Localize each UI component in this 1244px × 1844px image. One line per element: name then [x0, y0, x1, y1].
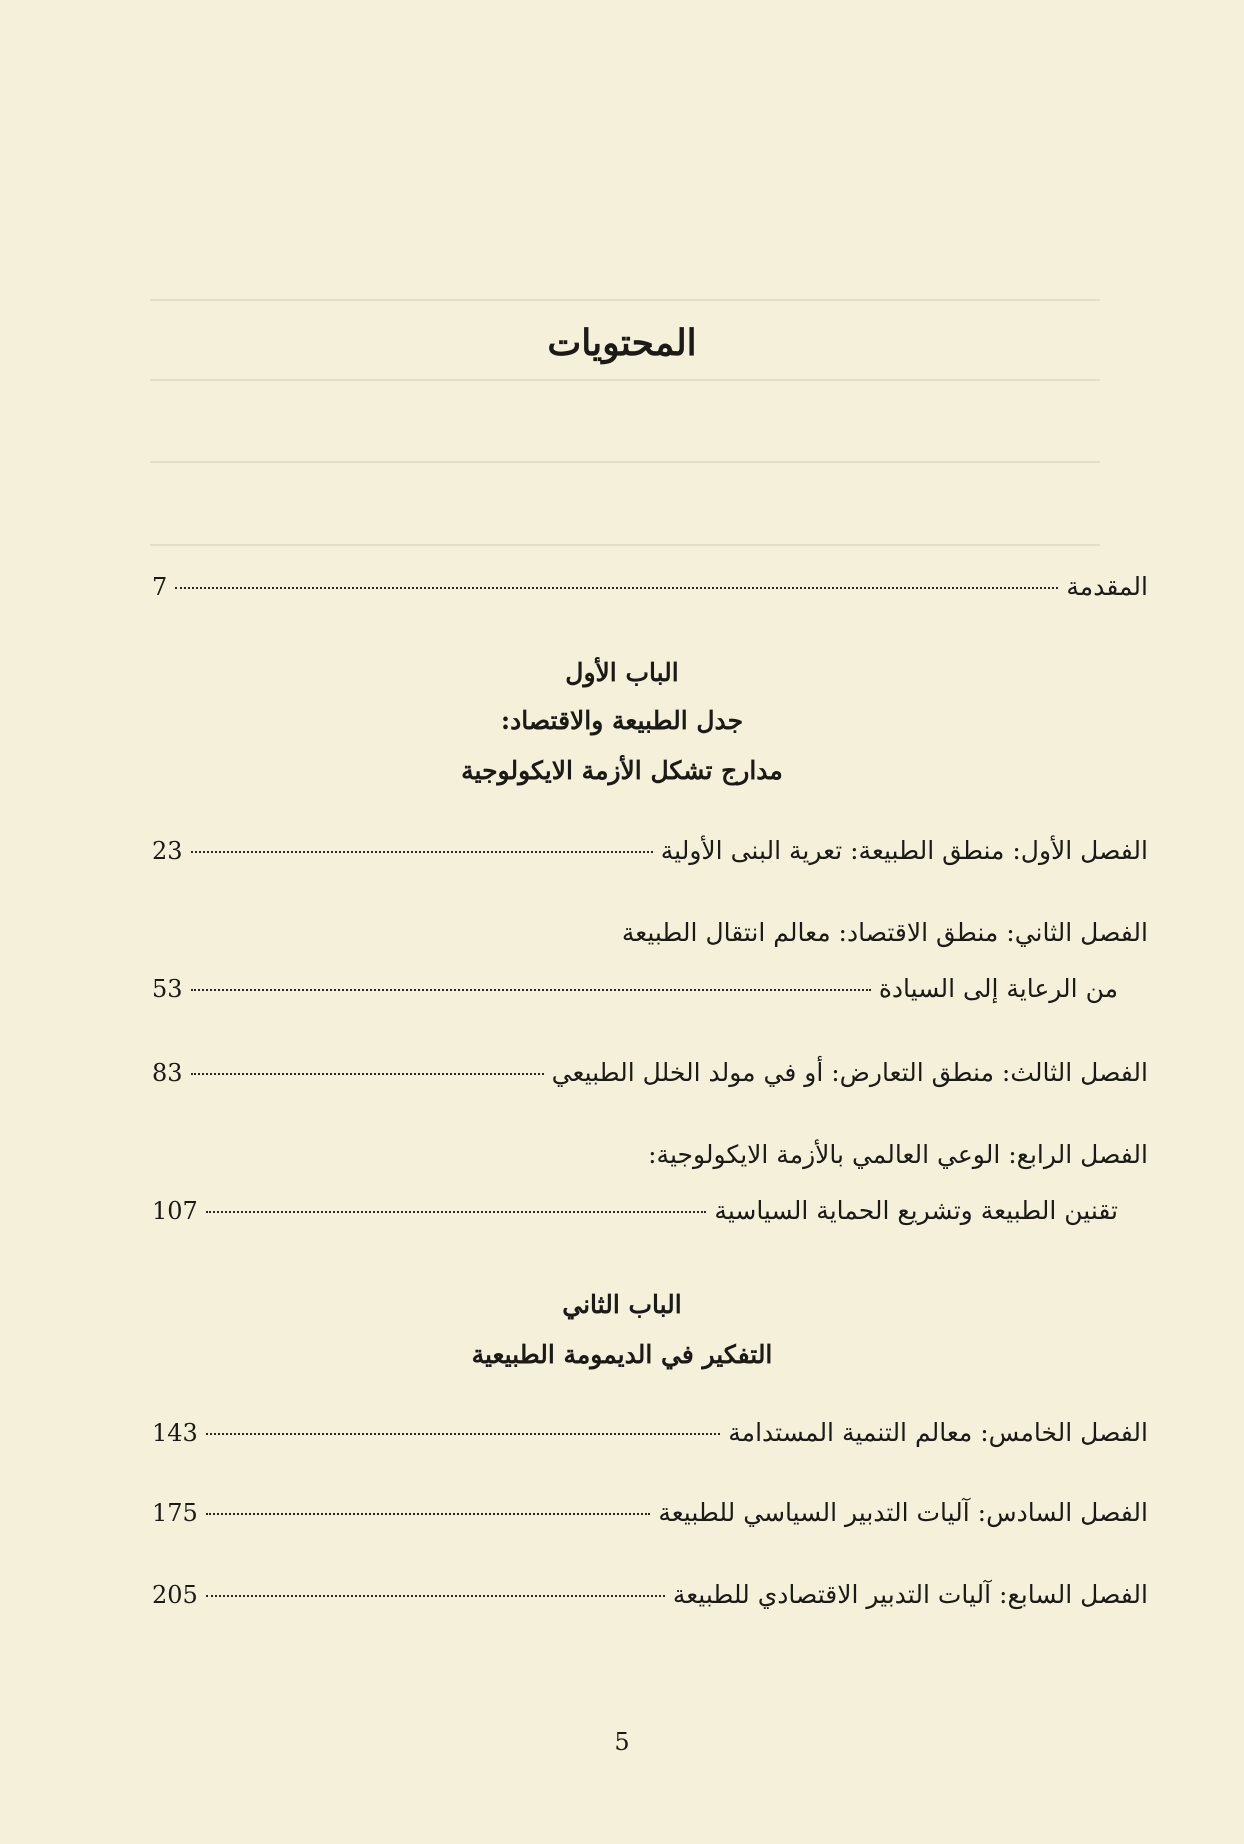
part1-subtitle2: مدارج تشكل الأزمة الايكولوجية	[461, 756, 783, 785]
toc-label: تقنين الطبيعة وتشريع الحماية السياسية	[714, 1196, 1118, 1225]
toc-entry-ch2	[152, 974, 1148, 1003]
page-title: المحتويات	[547, 322, 697, 364]
toc-entry-ch2-line1: الفصل الثاني: منطق الاقتصاد: معالم انتقال الطبيعة	[621, 918, 1148, 947]
part2-heading: الباب الثاني	[562, 1290, 682, 1319]
part2-subtitle: التفكير في الديمومة الطبيعية	[471, 1340, 773, 1369]
leader-dots	[206, 1433, 720, 1435]
toc-entry-ch6	[152, 1498, 1148, 1527]
toc-label: الفصل السادس: آليات التدبير السياسي للطبيعة	[658, 1498, 1148, 1527]
toc-page: 107	[152, 1197, 198, 1225]
leader-dots	[191, 851, 653, 853]
leader-dots	[206, 1595, 665, 1597]
toc-label: الفصل الثالث: منطق التعارض: أو في مولد الخلل الطبيعي	[551, 1058, 1148, 1087]
toc-label: الفصل الخامس: معالم التنمية المستدامة	[728, 1418, 1148, 1447]
toc-page: 205	[152, 1581, 198, 1609]
leader-dots	[175, 587, 1058, 589]
toc-label: المقدمة	[1066, 572, 1148, 601]
toc-entry-ch4	[152, 1196, 1148, 1225]
toc-page: 175	[152, 1499, 198, 1527]
toc-page: 53	[152, 975, 183, 1003]
toc-page: 143	[152, 1419, 198, 1447]
toc-entry-ch7	[152, 1580, 1148, 1609]
part1-subtitle1: جدل الطبيعة والاقتصاد:	[500, 706, 744, 735]
leader-dots	[191, 989, 871, 991]
toc-page: 83	[152, 1059, 183, 1087]
toc-entry-ch4-line1: الفصل الرابع: الوعي العالمي بالأزمة الايكولوجية:	[648, 1140, 1148, 1169]
page-number: 5	[614, 1728, 630, 1756]
toc-label: من الرعاية إلى السيادة	[878, 974, 1118, 1003]
part1-heading: الباب الأول	[565, 658, 679, 687]
toc-entry-ch1	[152, 836, 1148, 865]
toc-label: الفصل الأول: منطق الطبيعة: تعرية البنى الأولية	[660, 836, 1148, 865]
toc-entry-ch5	[152, 1418, 1148, 1447]
leader-dots	[206, 1513, 651, 1515]
toc-page: 23	[152, 837, 183, 865]
leader-dots	[206, 1211, 707, 1213]
leader-dots	[191, 1073, 544, 1075]
toc-entry-ch3	[152, 1058, 1148, 1087]
toc-entry-intro	[152, 572, 1148, 601]
toc-page: 7	[152, 573, 168, 601]
toc-label: الفصل السابع: آليات التدبير الاقتصادي للطبيعة	[672, 1580, 1148, 1609]
